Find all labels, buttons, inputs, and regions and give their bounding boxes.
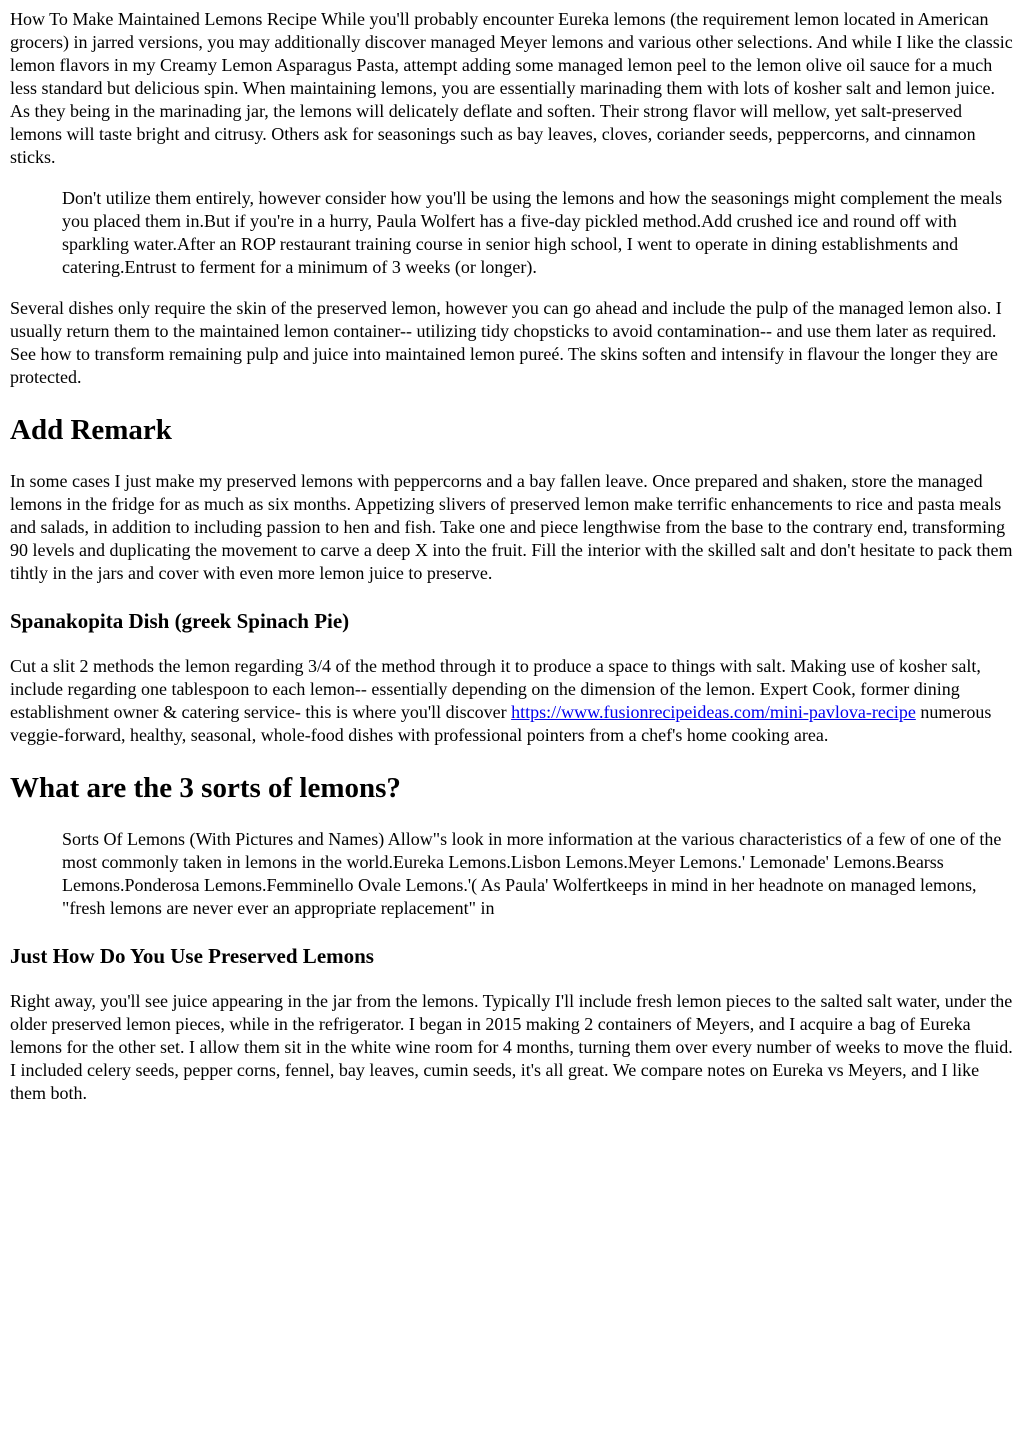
juice-paragraph: Right away, you'll see juice appearing in the jar from the lemons. Typically I'll include fresh lemon pieces to the salted salt water, under the older preserved lemon pieces, while in the refrigerator. I began in 2015 making 2 containers of Meyers, and I acquire a bag of Eureka lemons for the other set. I allow them sit in the white wine room for 4 months, turning them over every number of weeks to move the fluid. I included celery seeds, pepper corns, fennel, bay leaves, cumin seeds, it's all great. We compare notes on Eureka vs Meyers, and I like them both. [10, 991, 1013, 1103]
heading-use-preserved: Just How Do You Use Preserved Lemons [10, 944, 374, 968]
heading-three-sorts: What are the 3 sorts of lemons? [10, 772, 401, 804]
skin-paragraph: Several dishes only require the skin of the preserved lemon, however you can go ahead and include the pulp of the managed lemon also. I usually return them to the maintained lemon container-- utilizing tidy chopsticks to avoid contamination-- and use them later as required. See how to transform remaining pulp and juice into maintained lemon pureé. The skins soften and intensify in flavour the longer they are protected. [10, 298, 1002, 387]
recipe-link[interactable]: https://www.fusionrecipeideas.com/mini-pavlova-recipe [511, 702, 916, 722]
intro-paragraph: How To Make Maintained Lemons Recipe While you'll probably encounter Eureka lemons (the requirement lemon located in American grocers) in jarred versions, you may additionally discover managed Meyer lemons and various other selections. And while I like the classic lemon flavors in my Creamy Lemon Asparagus Pasta, attempt adding some managed lemon peel to the lemon olive oil sauce for a much less standard but delicious spin. When maintaining lemons, you are essentially marinading them with lots of kosher salt and lemon juice. As they being in the marinading jar, the lemons will delicately deflate and soften. Their strong flavor will mellow, yet salt-preserved lemons will taste bright and citrusy. Others ask for seasonings such as bay leaves, cloves, coriander seeds, peppercorns, and cinnamon sticks. [10, 9, 1013, 167]
slit-text-after: numerous veggie-forward, healthy, seasonal, whole-food dishes with professional pointers from a chef's home cooking area. [10, 702, 992, 745]
heading-add-remark: Add Remark [10, 414, 172, 446]
slit-paragraph [10, 655, 1014, 747]
slit-text-before: Cut a slit 2 methods the lemon regarding 3/4 of the method through it to produce a space to things with salt. Making use of kosher salt, include regarding one tablespoon to each lemon-- essentially depending on the dimension of the lemon. Expert Cook, former dining establishment owner & catering service- this is where you'll discover [10, 656, 981, 722]
blockquote-seasonings: Don't utilize them entirely, however consider how you'll be using the lemons and how the seasonings might complement the meals you placed them in.But if you're in a hurry, Paula Wolfert has a five-day pickled method.Add crushed ice and round off with sparkling water.After an ROP restaurant training course in senior high school, I went to operate in dining establishments and catering.Entrust to ferment for a minimum of 3 weeks (or longer). [62, 188, 1003, 277]
remark-paragraph: In some cases I just make my preserved lemons with peppercorns and a bay fallen leave. Once prepared and shaken, store the managed lemons in the fridge for as much as six months. Appetizing slivers of preserved lemon make terrific enhancements to rice and pasta meals and salads, in addition to including passion to hen and fish. Take one and piece lengthwise from the base to the contrary end, transforming 90 levels and duplicating the movement to carve a deep X into the fruit. Fill the interior with the skilled salt and don't hesitate to pack them tihtly in the jars and cover with even more lemon juice to preserve. [10, 471, 1013, 583]
blockquote-lemon-types: Sorts Of Lemons (With Pictures and Names) Allow"s look in more information at the various characteristics of a few of one of the most commonly taken in lemons in the world.Eureka Lemons.Lisbon Lemons.Meyer Lemons.' Lemonade' Lemons.Bearss Lemons.Ponderosa Lemons.Femminello Ovale Lemons.'( As Paula' Wolfertkeeps in mind in her headnote on managed lemons, "fresh lemons are never ever an appropriate replacement" in [62, 829, 1002, 918]
heading-spanakopita: Spanakopita Dish (greek Spinach Pie) [10, 609, 350, 633]
